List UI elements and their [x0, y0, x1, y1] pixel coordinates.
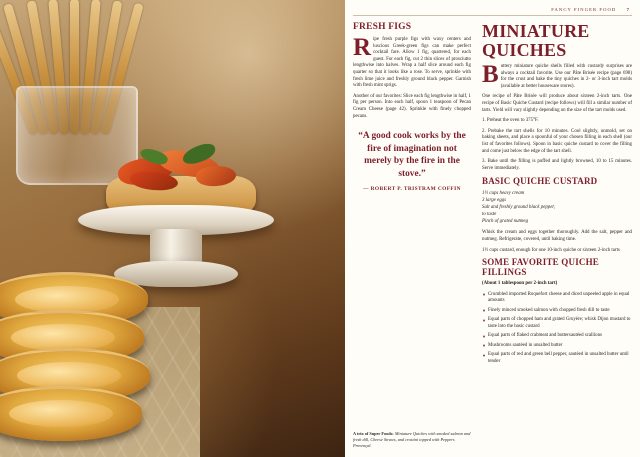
- fillings-note: (About 1 tablespoon per 2-inch tart): [482, 281, 558, 287]
- recipe-heading-basic-quiche-custard: BASIC QUICHE CUSTARD: [482, 176, 598, 187]
- fillings-list: [482, 292, 632, 366]
- ingredient-item: to taste: [482, 212, 497, 218]
- right-text-page: [345, 0, 640, 457]
- article-columns: [353, 22, 632, 446]
- column-right: [482, 22, 632, 446]
- custard-ingredient-list: [482, 190, 632, 225]
- miniature-quiches-stack: [0, 272, 154, 447]
- quiche-intro-1: Buttery miniature quiche shells filled with custardy surprises are always a cocktail favorite. Use our Pâte Brisée recipe (page 698) for the crust and bake the tiny quiches in 2- or 3-inch tart molds (available at better houseware stores).: [482, 61, 632, 89]
- custard-method: Whisk the cream and eggs together thoroughly. Add the salt, pepper and nutmeg. Refrigerate, covered, until baking time.: [482, 230, 632, 242]
- section-heading-fresh-figs: FRESH FIGS: [353, 22, 412, 32]
- pull-quote-text: “A good cook works by the fire of imagination not merely by the fire in the stove.”: [358, 131, 466, 179]
- list-item: ▼ Equal parts of flaked crabmeat and buttersautéed scallions: [482, 333, 632, 340]
- section-heading-miniature-quiches: MINIATURE QUICHES: [482, 21, 590, 60]
- list-item: ▼ Finely minced smoked salmon with chopped fresh dill to taste: [482, 308, 632, 315]
- fresh-figs-paragraph-2: Another of our favorites: Slice each fig lengthwise in half, 1 fig per person. Into each half, spoon 1 teaspoon of Pecan Cream Cheese (page 42). Sprinkle with finely chopped pecans.: [353, 93, 471, 119]
- photo-caption-lead: A trio of Super Foods:: [353, 431, 394, 436]
- running-head: [551, 7, 630, 12]
- ingredient-item: Salt and freshly ground black pepper,: [482, 205, 555, 211]
- ingredient-item: 1½ cups heavy cream: [482, 191, 525, 197]
- running-head-title: FANCY FINGER FOOD: [551, 7, 617, 12]
- fresh-figs-paragraph-1: Ripe fresh purple figs with waxy centers and luscious Greek-green figs can make perfect cocktail fare. Allow 1 fig, quartered, for each guest. For each fig, cut 2 thin slices of prosciutto lengthwise into halves. Wrap a half slice around each fig quarter so that it looks like a rose. To serve, sprinkle with fresh lime juice and freshly ground black pepper. Garnish with fresh mint sprigs.: [353, 34, 471, 89]
- miniature-quiche: [0, 386, 142, 441]
- list-item: ▼ Mushrooms sautéed in unsalted butter: [482, 343, 632, 350]
- list-item: ▼ Equal parts of red and green bell pepper, sautéed in unsalted butter until tender: [482, 352, 632, 365]
- page-number: 7: [626, 7, 630, 12]
- ingredient-item: Pinch of grated nutmeg: [482, 219, 529, 225]
- column-left: [353, 22, 471, 446]
- pull-quote-attribution: — ROBERT P. TRISTRAM COFFIN: [363, 186, 461, 193]
- list-item: ▼ Crumbled imported Roquefort cheese and diced unpeeled apple in equal amounts: [482, 292, 632, 305]
- ingredient-item: 3 large eggs: [482, 198, 506, 204]
- quiche-step-3: 3. Bake until the filling is puffed and lightly browned, 10 to 15 minutes. Serve immediately.: [482, 159, 632, 171]
- header-rule: [353, 15, 632, 16]
- recipe-heading-favorite-fillings: SOME FAVORITE QUICHE FILLINGS: [482, 257, 600, 278]
- list-item: ▼ Equal parts of chopped ham and grated Gruyère; whisk Dijon mustard to taste into the basic custard: [482, 317, 632, 330]
- custard-yield: 1½ cups custard, enough for one 10-inch quiche or sixteen 2-inch tarts: [482, 247, 620, 253]
- photo-caption: [353, 431, 471, 449]
- quiche-intro-2: One recipe of Pâte Brisée will produce about sixteen 2-inch tarts. One recipe of Basic Quiche Custard (recipe follows) will fill a similar number of tarts. Yield will vary slightly depending on the size of the tart molds used.: [482, 94, 632, 113]
- pull-quote: [353, 130, 471, 193]
- photo-caption-text: Miniature Quiches with smoked salmon and fresh dill, Cheese Straws, and crostini topped with Peppers Provençal.: [353, 431, 471, 448]
- quiche-step-2: 2. Prebake the tart shells for 10 minutes. Cool slightly, unmold, set on baking sheets, and place a spoonful of your chosen filling in each shell (our list of favorites follows). Spoon in basic quiche custard to cover the filling and come just below the edge of the tart shell.: [482, 128, 632, 154]
- quiche-step-1: 1. Preheat the oven to 375°F.: [482, 118, 539, 124]
